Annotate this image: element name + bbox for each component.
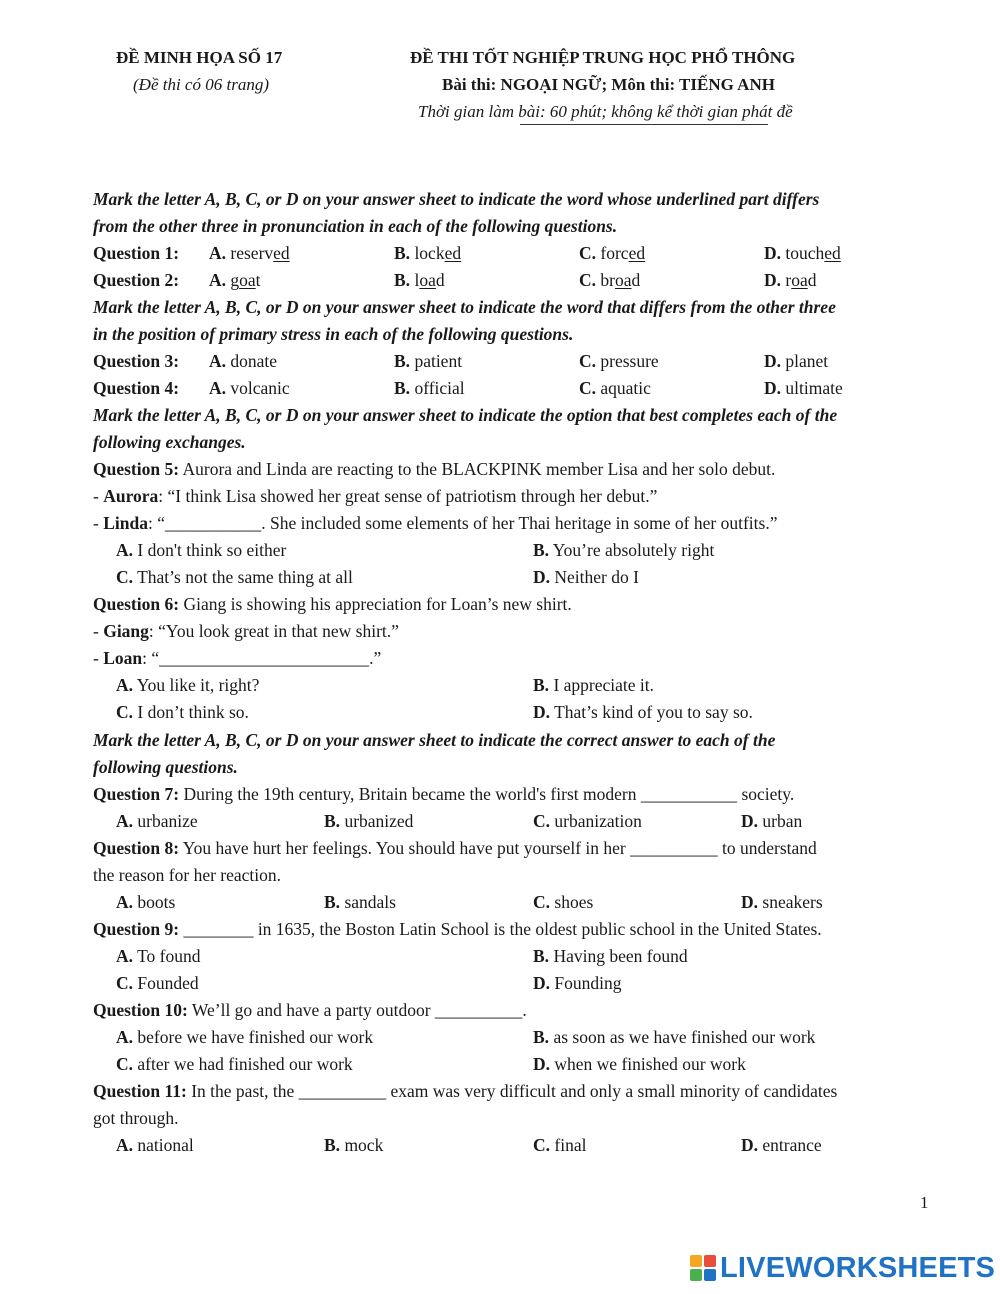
instruction-correct-answer-2: following questions. xyxy=(93,757,238,777)
q10-option-b[interactable]: B. as soon as we have finished our work xyxy=(533,1027,816,1047)
question-8-stem: Question 8: You have hurt her feelings. You should have put yourself in her __________ to understand xyxy=(93,838,817,858)
q7-option-c[interactable]: C. urbanization xyxy=(533,811,642,831)
q4-option-d[interactable]: D. ultimate xyxy=(764,378,843,398)
liveworksheets-logo[interactable] xyxy=(690,1252,995,1284)
q9-option-b[interactable]: B. Having been found xyxy=(533,946,688,966)
question-8-stem-2: the reason for her reaction. xyxy=(93,865,282,885)
q3-option-b[interactable]: B. patient xyxy=(394,351,463,371)
q4-option-c[interactable]: C. aquatic xyxy=(579,378,651,398)
question-2-label: Question 2: xyxy=(93,270,180,290)
q6-dialogue-loan: - Loan: “________________________.” xyxy=(93,648,382,668)
question-7-stem: Question 7: During the 19th century, Britain became the world's first modern ___________ society. xyxy=(93,784,795,804)
q11-option-d[interactable]: D. entrance xyxy=(741,1135,822,1155)
q5-option-b[interactable]: B. You’re absolutely right xyxy=(533,540,715,560)
q2-option-d[interactable]: D. road xyxy=(764,270,817,290)
question-3-label: Question 3: xyxy=(93,351,180,371)
q6-option-c[interactable]: C. I don’t think so. xyxy=(116,702,249,722)
q2-option-b[interactable]: B. load xyxy=(394,270,445,290)
q8-option-c[interactable]: C. shoes xyxy=(533,892,594,912)
instruction-stress-2: in the position of primary stress in each of the following questions. xyxy=(93,324,574,344)
instruction-stress: Mark the letter A, B, C, or D on your answer sheet to indicate the word that differs from the other three xyxy=(93,297,836,317)
q8-option-d[interactable]: D. sneakers xyxy=(741,892,823,912)
page-count-note: (Đề thi có 06 trang) xyxy=(133,75,269,94)
exam-code: ĐỀ MINH HỌA SỐ 17 xyxy=(116,48,283,67)
exam-subject: Bài thi: NGOẠI NGỮ; Môn thi: TIẾNG ANH xyxy=(442,75,775,94)
q7-option-b[interactable]: B. urbanized xyxy=(324,811,414,831)
q9-option-c[interactable]: C. Founded xyxy=(116,973,199,993)
q10-option-c[interactable]: C. after we had finished our work xyxy=(116,1054,353,1074)
q4-option-b[interactable]: B. official xyxy=(394,378,465,398)
question-11-stem: Question 11: In the past, the __________ exam was very difficult and only a small minority of candidates xyxy=(93,1081,838,1101)
q6-option-b[interactable]: B. I appreciate it. xyxy=(533,675,655,695)
q1-option-c[interactable]: C. forced xyxy=(579,243,646,263)
q3-option-d[interactable]: D. planet xyxy=(764,351,829,371)
q3-option-c[interactable]: C. pressure xyxy=(579,351,659,371)
liveworksheets-brand-text: LIVEWORKSHEETS xyxy=(720,1251,996,1284)
q11-option-c[interactable]: C. final xyxy=(533,1135,587,1155)
liveworksheets-logo-icon xyxy=(690,1255,716,1281)
q5-option-a[interactable]: A. I don't think so either xyxy=(116,540,287,560)
page-number: 1 xyxy=(920,1193,929,1212)
instruction-exchange: Mark the letter A, B, C, or D on your answer sheet to indicate the option that best completes each of the xyxy=(93,405,838,425)
q11-option-b[interactable]: B. mock xyxy=(324,1135,384,1155)
question-1-label: Question 1: xyxy=(93,243,180,263)
q1-option-a[interactable]: A. reserved xyxy=(209,243,290,263)
q10-option-a[interactable]: A. before we have finished our work xyxy=(116,1027,374,1047)
q10-option-d[interactable]: D. when we finished our work xyxy=(533,1054,746,1074)
question-11-stem-2: got through. xyxy=(93,1108,179,1128)
q4-option-a[interactable]: A. volcanic xyxy=(209,378,290,398)
header-divider xyxy=(520,124,768,125)
q2-option-a[interactable]: A. goat xyxy=(209,270,261,290)
q1-option-d[interactable]: D. touched xyxy=(764,243,841,263)
q2-option-c[interactable]: C. broad xyxy=(579,270,641,290)
q7-option-d[interactable]: D. urban xyxy=(741,811,803,831)
exam-title: ĐỀ THI TỐT NGHIỆP TRUNG HỌC PHỔ THÔNG xyxy=(410,48,796,67)
instruction-correct-answer: Mark the letter A, B, C, or D on your answer sheet to indicate the correct answer to each of the xyxy=(93,730,776,750)
question-6-stem: Question 6: Giang is showing his appreciation for Loan’s new shirt. xyxy=(93,594,572,614)
q9-option-d[interactable]: D. Founding xyxy=(533,973,622,993)
q5-option-d[interactable]: D. Neither do I xyxy=(533,567,639,587)
q3-option-a[interactable]: A. donate xyxy=(209,351,278,371)
instruction-pronunciation-2: from the other three in pronunciation in each of the following questions. xyxy=(93,216,618,236)
q11-option-a[interactable]: A. national xyxy=(116,1135,194,1155)
q1-option-b[interactable]: B. locked xyxy=(394,243,462,263)
q6-dialogue-giang: - Giang: “You look great in that new shirt.” xyxy=(93,621,399,641)
question-10-stem: Question 10: We’ll go and have a party outdoor __________. xyxy=(93,1000,527,1020)
question-9-stem: Question 9: ________ in 1635, the Boston Latin School is the oldest public school in the United States. xyxy=(93,919,822,939)
exam-time: Thời gian làm bài: 60 phút; không kể thời gian phát đề xyxy=(418,102,793,121)
q5-dialogue-linda: - Linda: “___________. She included some elements of her Thai heritage in some of her outfits.” xyxy=(93,513,778,533)
q9-option-a[interactable]: A. To found xyxy=(116,946,201,966)
q8-option-a[interactable]: A. boots xyxy=(116,892,176,912)
question-4-label: Question 4: xyxy=(93,378,180,398)
instruction-pronunciation: Mark the letter A, B, C, or D on your answer sheet to indicate the word whose underlined part differs xyxy=(93,189,820,209)
q6-option-d[interactable]: D. That’s kind of you to say so. xyxy=(533,702,753,722)
q5-option-c[interactable]: C. That’s not the same thing at all xyxy=(116,567,353,587)
instruction-exchange-2: following exchanges. xyxy=(93,432,246,452)
q5-dialogue-aurora: - Aurora: “I think Lisa showed her great sense of patriotism through her debut.” xyxy=(93,486,658,506)
q6-option-a[interactable]: A. You like it, right? xyxy=(116,675,260,695)
question-5-stem: Question 5: Aurora and Linda are reacting to the BLACKPINK member Lisa and her solo debut. xyxy=(93,459,776,479)
q7-option-a[interactable]: A. urbanize xyxy=(116,811,198,831)
q8-option-b[interactable]: B. sandals xyxy=(324,892,396,912)
